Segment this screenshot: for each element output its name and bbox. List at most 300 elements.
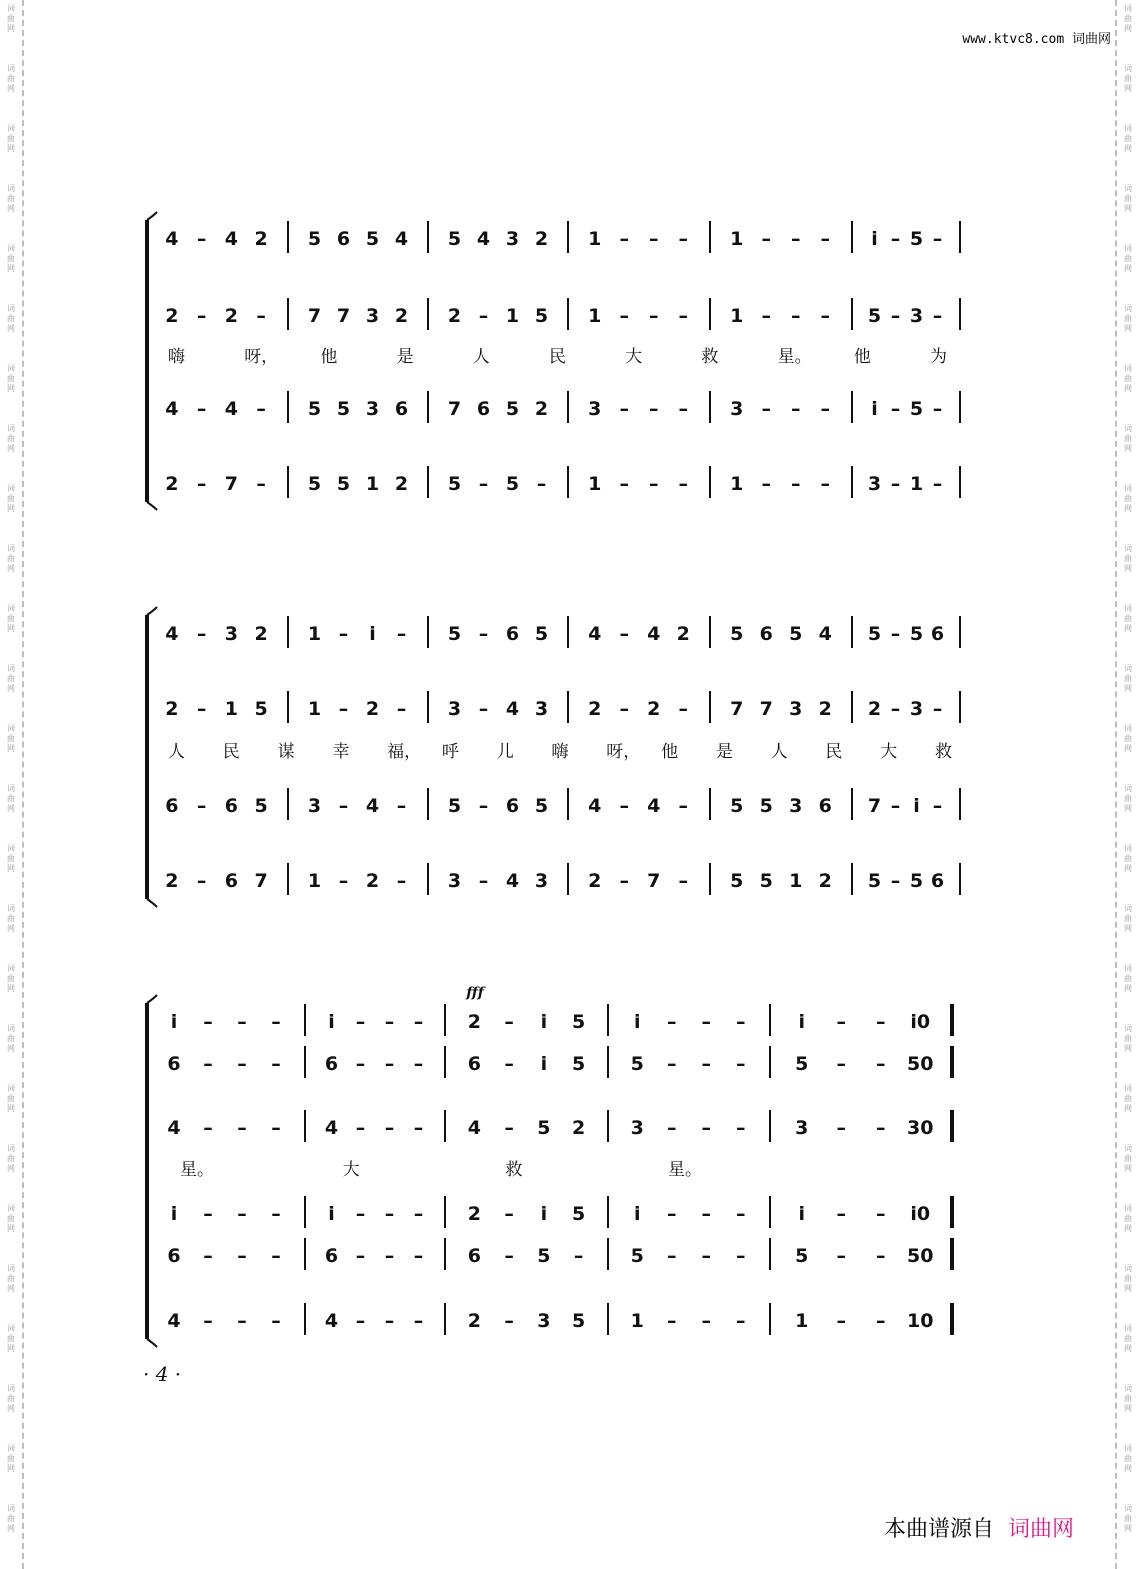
note: 5: [730, 795, 744, 817]
note: 6: [467, 1053, 481, 1075]
note: 5: [572, 1053, 586, 1075]
dash-mark: –: [196, 228, 207, 250]
note: 5: [730, 623, 744, 645]
note: 3: [789, 698, 803, 720]
watermark-text: 词 曲 网: [7, 964, 15, 993]
note: 5: [537, 1245, 551, 1267]
dash-mark: –: [836, 1053, 846, 1075]
note: 5: [534, 795, 549, 817]
dash-mark: –: [619, 398, 629, 420]
dash-mark: –: [396, 698, 407, 720]
note: 4: [818, 623, 832, 645]
watermark-text: 词 曲 网: [1124, 1384, 1132, 1413]
note: 5: [730, 870, 744, 892]
dash-mark: –: [271, 1203, 281, 1225]
note: 3: [447, 870, 462, 892]
watermark-text: 词 曲 网: [7, 424, 15, 453]
dash-mark: –: [478, 698, 489, 720]
dash-mark: –: [355, 1117, 366, 1139]
lyric-syllable: 民: [222, 742, 240, 762]
dash-mark: –: [678, 473, 688, 495]
note: 4: [224, 398, 238, 420]
dash-mark: –: [619, 870, 629, 892]
dash-mark: –: [678, 870, 688, 892]
note: 5: [336, 398, 351, 420]
note: 4: [224, 228, 238, 250]
dash-mark: –: [504, 1011, 514, 1033]
watermark-text: 词 曲 网: [1124, 904, 1132, 933]
note: 5: [795, 1245, 809, 1267]
note: i: [633, 1203, 641, 1225]
lyric-syllable: 救: [935, 742, 952, 762]
dash-mark: –: [237, 1117, 247, 1139]
note: 2: [224, 305, 238, 327]
note: 7: [254, 870, 268, 892]
lyric-syllable: 是: [396, 347, 414, 367]
note: 1: [630, 1310, 644, 1332]
dash-mark: –: [876, 1117, 886, 1139]
watermark-text: 词 曲 网: [7, 4, 15, 33]
dash-mark: –: [355, 1203, 366, 1225]
note: 2: [165, 698, 179, 720]
dash-mark: –: [667, 1053, 677, 1075]
note: 5: [307, 473, 322, 495]
dash-mark: –: [413, 1117, 424, 1139]
dash-mark: –: [836, 1203, 846, 1225]
note: 6: [224, 870, 238, 892]
note: 7: [336, 305, 351, 327]
note: 1: [224, 698, 238, 720]
note: 2: [254, 623, 268, 645]
system-bracket: [147, 502, 157, 510]
note: 4: [324, 1117, 339, 1139]
dash-mark: –: [791, 305, 801, 327]
dash-mark: –: [667, 1245, 677, 1267]
note: 5: [307, 228, 322, 250]
dash-mark: –: [478, 870, 489, 892]
note: 6: [394, 398, 409, 420]
note: i: [170, 1203, 178, 1225]
dash-mark: –: [384, 1203, 395, 1225]
page-number: · 4 ·: [143, 1362, 182, 1386]
note: 2: [676, 623, 690, 645]
note: 7: [647, 870, 661, 892]
dash-mark: –: [237, 1310, 247, 1332]
dash-mark: –: [890, 623, 901, 645]
system-bracket: [147, 607, 157, 615]
note: 2: [254, 228, 268, 250]
note: 5: [365, 228, 380, 250]
dash-mark: –: [791, 473, 801, 495]
dash-mark: –: [384, 1053, 395, 1075]
note: 5: [909, 623, 924, 645]
note: 3: [588, 398, 602, 420]
note: i: [328, 1203, 335, 1225]
watermark-text: 词 曲 网: [7, 1144, 15, 1173]
note: i: [798, 1011, 806, 1033]
dash-mark: –: [791, 398, 801, 420]
dash-mark: –: [736, 1203, 746, 1225]
dash-mark: –: [876, 1245, 886, 1267]
note: 3: [537, 1310, 551, 1332]
note: 2: [588, 698, 602, 720]
dash-mark: –: [701, 1245, 711, 1267]
note: 2: [165, 870, 179, 892]
note: 6: [324, 1053, 339, 1075]
note: i0: [910, 1011, 931, 1033]
note: 5: [630, 1245, 644, 1267]
dash-mark: –: [196, 623, 207, 645]
note: 7: [759, 698, 773, 720]
note: 6: [759, 623, 773, 645]
dash-mark: –: [196, 398, 207, 420]
note: 5: [867, 870, 882, 892]
dash-mark: –: [932, 398, 943, 420]
note: 7: [867, 795, 882, 817]
note: 5: [534, 623, 549, 645]
watermark-text: 词 曲 网: [7, 364, 15, 393]
note: 6: [818, 795, 832, 817]
watermark-text: 词 曲 网: [1124, 4, 1132, 33]
footer-source-text: 本曲谱源自: [884, 1517, 995, 1542]
lyric-syllable: 呀，: [606, 742, 641, 762]
dash-mark: –: [256, 398, 266, 420]
note: i: [540, 1203, 548, 1225]
note: 3: [909, 698, 924, 720]
note: 1: [730, 473, 744, 495]
dash-mark: –: [890, 228, 901, 250]
dash-mark: –: [678, 398, 688, 420]
system-bracket: [147, 1339, 157, 1347]
dash-mark: –: [203, 1053, 213, 1075]
note: 4: [647, 623, 661, 645]
note: 2: [588, 870, 602, 892]
lyric-syllable: 他: [853, 347, 871, 367]
note: 2: [365, 870, 380, 892]
watermark-text: 词 曲 网: [1124, 1204, 1132, 1233]
dash-mark: –: [876, 1053, 886, 1075]
note: i: [871, 398, 878, 420]
watermark-text: 词 曲 网: [7, 1444, 15, 1473]
note: 6: [930, 870, 945, 892]
dash-mark: –: [876, 1203, 886, 1225]
note: 7: [447, 398, 462, 420]
dash-mark: –: [701, 1117, 711, 1139]
dash-mark: –: [536, 473, 547, 495]
dash-mark: –: [932, 698, 943, 720]
watermark-text: 词 曲 网: [7, 724, 15, 753]
dash-mark: –: [876, 1011, 886, 1033]
watermark-text: 词 曲 网: [1124, 1444, 1132, 1473]
note: 3: [789, 795, 803, 817]
dash-mark: –: [478, 795, 489, 817]
dash-mark: –: [932, 228, 943, 250]
watermark-text: 词 曲 网: [1124, 244, 1132, 273]
dash-mark: –: [338, 795, 349, 817]
note: i: [871, 228, 878, 250]
lyric-syllable: 幸: [332, 742, 350, 762]
watermark-text: 词 曲 网: [1124, 1264, 1132, 1293]
watermark-text: 词 曲 网: [7, 1264, 15, 1293]
note: 5: [307, 398, 322, 420]
dash-mark: –: [396, 795, 407, 817]
dash-mark: –: [338, 870, 349, 892]
dash-mark: –: [504, 1053, 514, 1075]
note: 1: [588, 305, 602, 327]
watermark-text: 词 曲 网: [1124, 124, 1132, 153]
dash-mark: –: [701, 1203, 711, 1225]
note: 2: [534, 398, 549, 420]
note: 3: [505, 228, 520, 250]
note: 4: [394, 228, 409, 250]
note: 1: [730, 305, 744, 327]
note: 3: [365, 398, 380, 420]
dash-mark: –: [504, 1245, 514, 1267]
dash-mark: –: [478, 473, 489, 495]
dash-mark: –: [338, 623, 349, 645]
watermark-text: 词 曲 网: [1124, 844, 1132, 873]
note: 5: [759, 870, 773, 892]
dash-mark: –: [237, 1245, 247, 1267]
dash-mark: –: [932, 305, 943, 327]
lyric-syllable: 嗨: [168, 347, 185, 367]
watermark-text: 词 曲 网: [7, 784, 15, 813]
note: 4: [165, 398, 179, 420]
dash-mark: –: [820, 228, 830, 250]
note: 5: [789, 623, 803, 645]
watermark-text: 词 曲 网: [1124, 784, 1132, 813]
note: 2: [394, 473, 409, 495]
dash-mark: –: [271, 1053, 281, 1075]
lyric-syllable: 大: [625, 347, 643, 367]
note: 2: [165, 305, 179, 327]
note: 2: [467, 1203, 481, 1225]
dash-mark: –: [619, 228, 629, 250]
dash-mark: –: [736, 1310, 746, 1332]
note: 4: [467, 1117, 481, 1139]
dash-mark: –: [890, 698, 901, 720]
dash-mark: –: [667, 1011, 677, 1033]
note: 5: [537, 1117, 551, 1139]
note: 2: [867, 698, 882, 720]
note: 2: [818, 870, 832, 892]
note: i: [540, 1053, 548, 1075]
note: 2: [534, 228, 549, 250]
dash-mark: –: [678, 305, 688, 327]
note: 2: [447, 305, 462, 327]
note: 6: [165, 795, 179, 817]
watermark-text: 词 曲 网: [7, 1324, 15, 1353]
dash-mark: –: [355, 1310, 366, 1332]
note: 3: [630, 1117, 644, 1139]
note: 3: [447, 698, 462, 720]
watermark-text: 词 曲 网: [7, 64, 15, 93]
dash-mark: –: [736, 1011, 746, 1033]
note: 4: [365, 795, 380, 817]
dash-mark: –: [820, 473, 830, 495]
note: 5: [447, 795, 462, 817]
note: 3: [730, 398, 744, 420]
note: 4: [647, 795, 661, 817]
dash-mark: –: [890, 398, 901, 420]
watermark-text: 词 曲 网: [1124, 544, 1132, 573]
note: 1: [588, 473, 602, 495]
watermark-text: 词 曲 网: [7, 124, 15, 153]
note: 1: [307, 698, 322, 720]
note: 1: [505, 305, 520, 327]
watermark-text: 词 曲 网: [1124, 1084, 1132, 1113]
dash-mark: –: [932, 473, 943, 495]
note: 6: [224, 795, 238, 817]
note: i: [170, 1011, 178, 1033]
dash-mark: –: [667, 1310, 677, 1332]
note: 6: [505, 623, 520, 645]
dash-mark: –: [678, 698, 688, 720]
watermark-text: 词 曲 网: [1124, 64, 1132, 93]
watermark-text: 词 曲 网: [1124, 424, 1132, 453]
dash-mark: –: [701, 1011, 711, 1033]
note: 5: [447, 473, 462, 495]
watermark-text: 词 曲 网: [1124, 304, 1132, 333]
dash-mark: –: [355, 1053, 366, 1075]
dash-mark: –: [203, 1203, 213, 1225]
note: 5: [909, 228, 924, 250]
note: i: [913, 795, 920, 817]
note: 1: [365, 473, 380, 495]
note: 4: [476, 228, 491, 250]
note: 1: [789, 870, 803, 892]
watermark-text: 词 曲 网: [7, 1204, 15, 1233]
dash-mark: –: [836, 1117, 846, 1139]
dash-mark: –: [836, 1310, 846, 1332]
note: 6: [324, 1245, 339, 1267]
dash-mark: –: [678, 795, 688, 817]
watermark-text: 词 曲 网: [7, 304, 15, 333]
dash-mark: –: [196, 870, 207, 892]
note: 5: [447, 623, 462, 645]
note: i: [369, 623, 376, 645]
note: 2: [647, 698, 661, 720]
lyric-syllable: 民: [825, 742, 843, 762]
dash-mark: –: [504, 1203, 514, 1225]
dash-mark: –: [384, 1245, 395, 1267]
note: 6: [167, 1245, 181, 1267]
dash-mark: –: [271, 1310, 281, 1332]
footer-brand[interactable]: 词曲网: [1008, 1517, 1075, 1542]
footer-source: [884, 1512, 1074, 1543]
watermark-text: 词 曲 网: [1124, 1504, 1132, 1533]
dash-mark: –: [649, 398, 659, 420]
watermark-text: 词 曲 网: [1124, 724, 1132, 753]
note: 6: [167, 1053, 181, 1075]
note: 4: [588, 795, 602, 817]
note: i: [540, 1011, 548, 1033]
lyric-syllable: 民: [549, 347, 566, 367]
dash-mark: –: [413, 1310, 424, 1332]
note: 5: [534, 305, 549, 327]
lyric-syllable: 呼: [441, 742, 459, 762]
note: 2: [365, 698, 380, 720]
watermark-text: 词 曲 网: [7, 544, 15, 573]
lyric-syllable: 他: [661, 742, 679, 762]
dash-mark: –: [271, 1117, 281, 1139]
note: 6: [505, 795, 520, 817]
note: 5: [759, 795, 773, 817]
dash-mark: –: [504, 1117, 514, 1139]
dash-mark: –: [890, 795, 901, 817]
note: 4: [324, 1310, 339, 1332]
note: 5: [505, 473, 520, 495]
note: 5: [572, 1011, 586, 1033]
note: i: [633, 1011, 641, 1033]
dynamic-marking: fff: [466, 985, 484, 1001]
note: 6: [467, 1245, 481, 1267]
note: 3: [224, 623, 238, 645]
watermark-text: 词 曲 网: [7, 184, 15, 213]
note: 5: [909, 870, 924, 892]
note: 1: [795, 1310, 809, 1332]
note: 1: [730, 228, 744, 250]
note: 5: [867, 305, 882, 327]
watermark-text: 词 曲 网: [1124, 364, 1132, 393]
dash-mark: –: [504, 1310, 514, 1332]
dash-mark: –: [196, 698, 207, 720]
lyric-syllable: 呀，: [244, 347, 279, 367]
note: 5: [795, 1053, 809, 1075]
note: 50: [907, 1053, 934, 1075]
dash-mark: –: [203, 1011, 213, 1033]
note: 30: [907, 1117, 934, 1139]
dash-mark: –: [649, 228, 659, 250]
dash-mark: –: [573, 1245, 584, 1267]
dash-mark: –: [649, 473, 659, 495]
lyric-syllable: 谋: [277, 742, 295, 762]
dash-mark: –: [413, 1053, 424, 1075]
dash-mark: –: [203, 1310, 213, 1332]
dash-mark: –: [413, 1203, 424, 1225]
note: 2: [818, 698, 832, 720]
watermark-text: 词 曲 网: [7, 1024, 15, 1053]
site-url[interactable]: www.ktvc8.com: [962, 32, 1065, 47]
watermark-text: 词 曲 网: [1124, 664, 1132, 693]
dash-mark: –: [761, 228, 771, 250]
note: 5: [572, 1310, 586, 1332]
dash-mark: –: [678, 228, 688, 250]
dash-mark: –: [619, 623, 629, 645]
lyric-syllable: 人: [472, 347, 490, 367]
dash-mark: –: [355, 1011, 366, 1033]
note: 3: [534, 698, 549, 720]
dash-mark: –: [761, 305, 771, 327]
dash-mark: –: [736, 1245, 746, 1267]
watermark-text: 词 曲 网: [1124, 1324, 1132, 1353]
dash-mark: –: [836, 1011, 846, 1033]
dash-mark: –: [736, 1117, 746, 1139]
note: 5: [572, 1203, 586, 1225]
dash-mark: –: [701, 1053, 711, 1075]
lyric-syllable: 他: [320, 347, 338, 367]
site-name: 词曲网: [1071, 32, 1111, 47]
dash-mark: –: [196, 473, 207, 495]
dash-mark: –: [413, 1011, 424, 1033]
dash-mark: –: [736, 1053, 746, 1075]
dash-mark: –: [876, 1310, 886, 1332]
note: 2: [165, 473, 179, 495]
note: 5: [447, 228, 462, 250]
dash-mark: –: [619, 795, 629, 817]
watermark-text: 词 曲 网: [1124, 604, 1132, 633]
note: 1: [909, 473, 924, 495]
